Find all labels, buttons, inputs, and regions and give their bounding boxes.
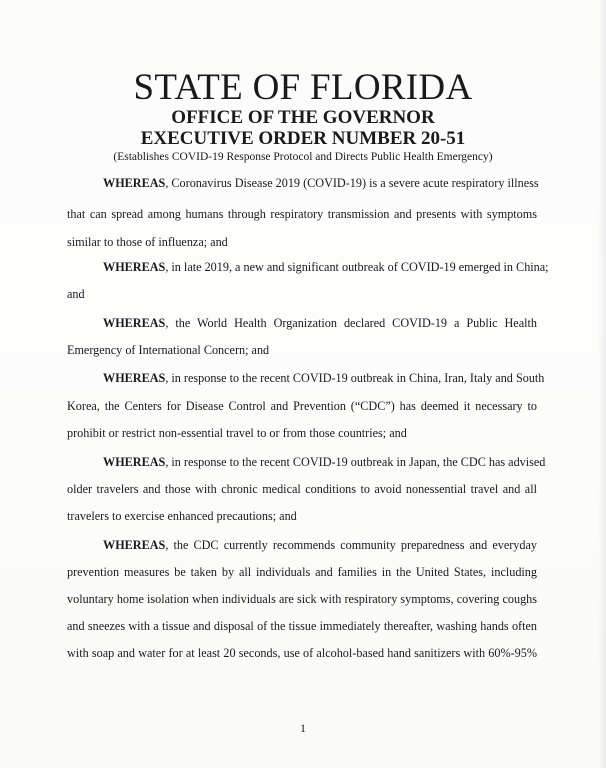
paragraph-1-line-1: [103, 176, 537, 191]
whereas-keyword: WHEREAS: [103, 455, 166, 469]
paragraph-2-line-2: and: [67, 287, 85, 301]
paragraph-1-line-2: that can spread among humans through respiratory transmission and presents with symptoms: [67, 207, 537, 221]
paragraph-6-line-3: voluntary home isolation when individuals are sick with respiratory symptoms, covering coughs: [67, 592, 537, 606]
line-text: , in late 2019, a new and significant outbreak of COVID-19 emerged in China;: [165, 260, 549, 274]
paragraph-3-line-2: Emergency of International Concern; and: [67, 343, 270, 357]
paragraph-4-line-3: prohibit or restrict non-essential travel to or from those countries; and: [67, 426, 407, 440]
office-title: OFFICE OF THE GOVERNOR: [171, 107, 435, 128]
paragraph-6-line-2: prevention measures be taken by all individuals and families in the United States, including: [67, 565, 537, 579]
line-text: , the World Health Organization declared COVID-19 a Public Health: [165, 316, 537, 330]
paragraph-1-line-3: similar to those of influenza; and: [67, 235, 228, 249]
paragraph-2-line-1: [103, 260, 549, 275]
paragraph-3-line-1: [103, 316, 537, 331]
order-subtitle: (Establishes COVID-19 Response Protocol and Directs Public Health Emergency): [113, 151, 493, 163]
paragraph-6-line-4: and sneezes with a tissue and disposal of the tissue immediately thereafter, washing hands often: [67, 619, 537, 633]
whereas-keyword: WHEREAS: [103, 176, 166, 190]
line-text: , Coronavirus Disease 2019 (COVID-19) is a severe acute respiratory illness: [165, 176, 539, 190]
whereas-keyword: WHEREAS: [103, 538, 166, 552]
paragraph-6-line-5: with soap and water for at least 20 seconds, use of alcohol-based hand sanitizers with 60%-95%: [67, 646, 537, 660]
whereas-keyword: WHEREAS: [103, 371, 166, 385]
line-text: , in response to the recent COVID-19 outbreak in China, Iran, Italy and South: [165, 371, 545, 385]
page-number: 1: [300, 721, 306, 735]
line-text: , in response to the recent COVID-19 outbreak in Japan, the CDC has advised: [165, 455, 546, 469]
paragraph-5-line-3: travelers to exercise enhanced precautions; and: [67, 509, 297, 523]
paragraph-6-line-1: [103, 538, 537, 553]
executive-order-title: EXECUTIVE ORDER NUMBER 20-51: [140, 128, 466, 149]
paragraph-4-line-2: Korea, the Centers for Disease Control and Prevention (“CDC”) has deemed it necessary to: [67, 399, 537, 413]
whereas-keyword: WHEREAS: [103, 316, 166, 330]
paragraph-5-line-2: older travelers and those with chronic medical conditions to avoid nonessential travel and all: [67, 482, 537, 496]
state-title: STATE OF FLORIDA: [133, 67, 473, 108]
paragraph-5-line-1: [103, 455, 546, 470]
whereas-keyword: WHEREAS: [103, 260, 166, 274]
line-text: , the CDC currently recommends community preparedness and everyday: [165, 538, 537, 552]
paragraph-4-line-1: [103, 371, 545, 386]
